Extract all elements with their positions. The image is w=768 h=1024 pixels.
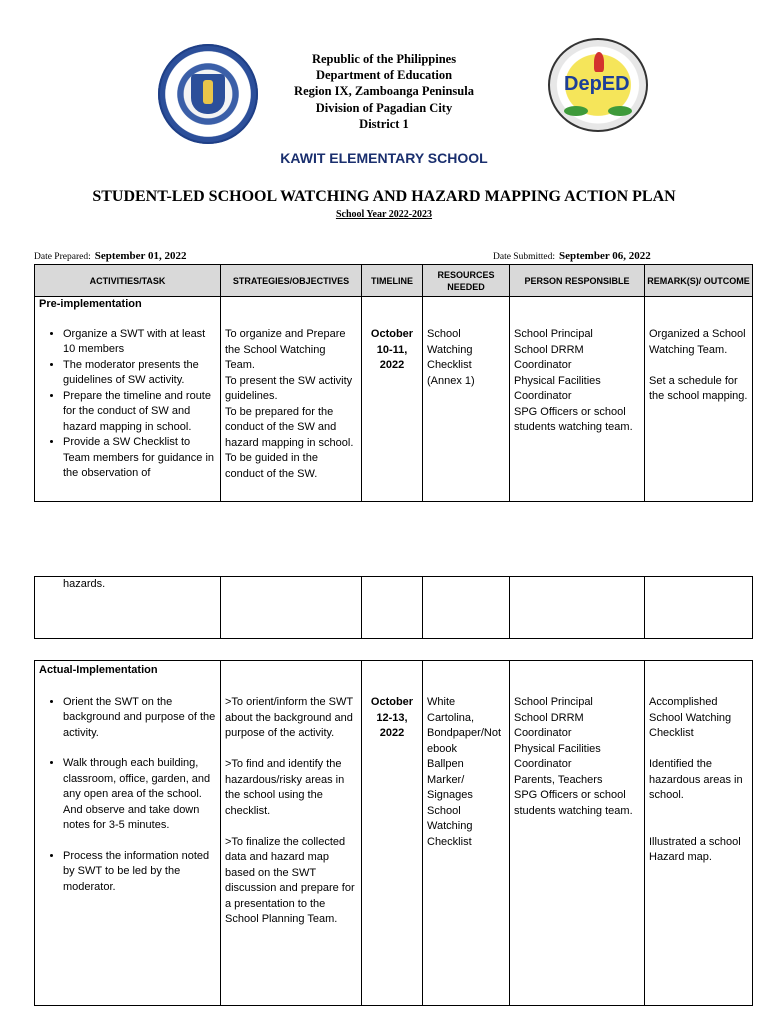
remark-item: Organized a School Watching Team.	[649, 328, 746, 356]
empty-cell	[645, 577, 753, 639]
list-item: • Process the information noted by SWT to be led by the moderator.	[63, 849, 216, 896]
strategy-item: To be guided in the conduct of the SW.	[225, 452, 318, 480]
column-header: REMARK(S)/ OUTCOME	[645, 265, 753, 297]
list-item: • Walk through each building, classroom, office, garden, and any open area of the school. And observe and take down notes for 3-5 minutes.	[63, 756, 216, 834]
persons-cell	[510, 661, 645, 1006]
remark-item: Accomplished School Watching Checklist	[649, 696, 732, 739]
person-item: School Principal	[514, 328, 593, 340]
resources-cell	[423, 661, 510, 1006]
person-item: Parents, Teachers	[514, 773, 603, 786]
activities-cell	[35, 661, 221, 1006]
school-year: School Year 2022-2023	[335, 209, 433, 220]
resource-item: Marker/	[427, 773, 465, 786]
resource-item: Ballpen	[427, 758, 464, 770]
action-plan-table-continued	[34, 576, 753, 639]
empty-cell	[510, 577, 645, 639]
person-item: Physical Facilities Coordinator	[514, 742, 601, 770]
timeline-cell: October 12-13, 2022	[362, 661, 423, 1006]
header-line-district: District 1	[359, 117, 409, 131]
date-submitted	[493, 250, 651, 262]
remark-item: Identified the hazardous areas in school.	[649, 758, 743, 801]
empty-cell	[221, 577, 362, 639]
action-plan-table-pre	[34, 264, 753, 502]
remarks-cell	[645, 661, 753, 1006]
person-item: School Principal	[514, 696, 593, 708]
timeline-cell: October 10-11, 2022	[362, 297, 423, 502]
person-item: School DRRM Coordinator	[514, 343, 584, 371]
person-item: SPG Officers or school students watching team.	[514, 405, 633, 433]
column-header: TIMELINE	[362, 265, 423, 297]
column-header: ACTIVITIES/TASK	[35, 265, 221, 297]
date-prepared-label: Date Prepared:	[34, 252, 91, 262]
strategy-item: To be prepared for the conduct of the SW and hazard mapping in school.	[225, 405, 354, 449]
activities-cell-continued: hazards.	[35, 577, 221, 639]
table-row	[35, 297, 753, 502]
remarks-cell	[645, 297, 753, 502]
resource-item: Bondpaper/Notebook	[427, 727, 501, 755]
action-plan-table-actual	[34, 660, 753, 1006]
list-item: • Prepare the timeline and route for the conduct of SW and hazard mapping in school.	[63, 389, 216, 436]
date-submitted-value: September 06, 2022	[559, 250, 651, 262]
list-item: • Orient the SWT on the background and purpose of the activity.	[63, 695, 216, 742]
header-line-region: Region IX, Zamboanga Peninsula	[294, 84, 474, 98]
strategies-cell	[221, 661, 362, 1006]
person-item: SPG Officers or school students watching team.	[514, 789, 633, 817]
persons-cell	[510, 297, 645, 502]
table-header-row	[35, 265, 753, 297]
section-label: Pre-implementation	[39, 298, 142, 310]
resource-item: White Cartolina,	[427, 696, 475, 724]
list-item: • The moderator presents the guidelines of SW activity.	[63, 358, 216, 389]
strategy-item: To present the SW activity guidelines.	[225, 374, 353, 402]
list-item: • Organize a SWT with at least 10 members	[63, 327, 216, 358]
school-name: KAWIT ELEMENTARY SCHOOL	[280, 150, 488, 166]
list-item: • Provide a SW Checklist to Team members for guidance in the observation of	[63, 435, 216, 482]
person-item: School DRRM Coordinator	[514, 711, 584, 739]
empty-cell	[362, 577, 423, 639]
resource-item: Signages	[427, 789, 473, 801]
strategies-cell	[221, 297, 362, 502]
document-title: STUDENT-LED SCHOOL WATCHING AND HAZARD MAPPING ACTION PLAN	[92, 188, 676, 205]
date-prepared-value: September 01, 2022	[94, 250, 187, 262]
column-header: RESOURCES NEEDED	[423, 265, 510, 297]
header-line-division: Division of Pagadian City	[315, 101, 453, 115]
header-line-department: Department of Education	[315, 68, 453, 82]
remark-item: Illustrated a school Hazard map.	[649, 835, 741, 863]
date-prepared	[34, 250, 186, 262]
person-item: Physical Facilities Coordinator	[514, 374, 601, 402]
table-row	[35, 577, 753, 639]
strategy-item: >To orient/inform the SWT about the background and purpose of the activity.	[225, 696, 353, 739]
resource-item: School Watching Checklist	[427, 804, 473, 848]
strategy-item: >To finalize the collected data and hazard map based on the SWT discussion and prepare for a presentation to the School Planning Team.	[225, 835, 355, 925]
empty-cell	[423, 577, 510, 639]
remark-item: Set a schedule for the school mapping.	[649, 374, 748, 402]
activities-cell	[35, 297, 221, 502]
header-line-republic: Republic of the Philippines	[311, 52, 457, 66]
strategy-item: >To find and identify the hazardous/risky areas in the school using the checklist.	[225, 758, 345, 817]
column-header: PERSON RESPONSIBLE	[510, 265, 645, 297]
school-logo-word: DepED	[564, 73, 630, 95]
resources-cell: School Watching Checklist (Annex 1)	[423, 297, 510, 502]
date-submitted-label: Date Submitted:	[493, 252, 556, 262]
strategy-item: To organize and Prepare the School Watching Team.	[225, 328, 346, 371]
table-row	[35, 661, 753, 1006]
section-label: Actual-Implementation	[39, 664, 158, 676]
column-header: STRATEGIES/OBJECTIVES	[221, 265, 362, 297]
